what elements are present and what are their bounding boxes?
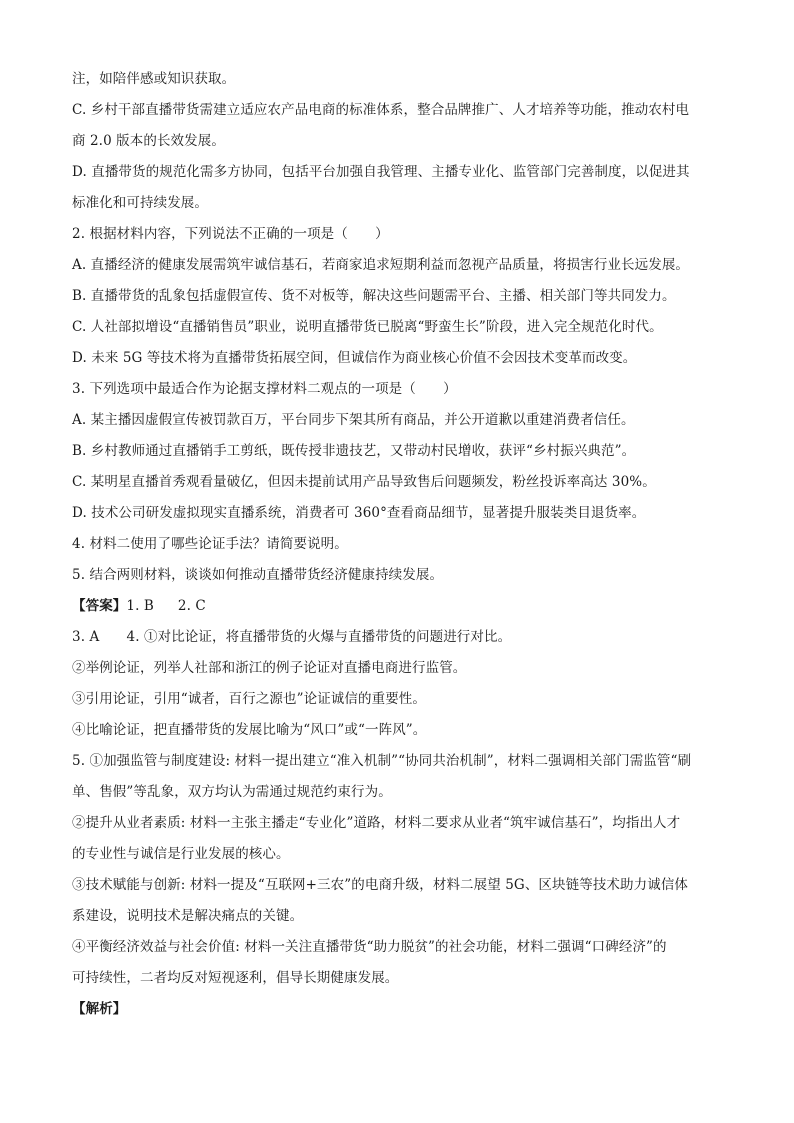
q3-option-a: A. 某主播因虚假宣传被罚款百万，平台同步下架其所有商品，并公开道歉以重建消费者信任。 [72,412,635,428]
q3-option-c: C. 某明星直播首秀观看量破亿，但因未提前试用产品导致售后问题频发，粉丝投诉率高达 30%。 [72,474,656,490]
answer-detail-line: 5. ①加强监管与制度建设: 材料一提出建立“准入机制”“协同共治机制”，材料二强调相关部门需监管“刷 [72,753,692,769]
analysis-tag: 【解析】 [72,1001,127,1017]
q3-option-d: D. 技术公司研发虚拟现实直播系统，消费者可 360°查看商品细节，显著提升服装类目退货率。 [72,505,646,521]
answer-detail-line: ③技术赋能与创新: 材料一提及“互联网+三农”的电商升级，材料二展望 5G、区块链等技术助力诚信体 [72,877,689,893]
q2-option-d: D. 未来 5G 等技术将为直播带货拓展空间，但诚信作为商业核心价值不会因技术变革而改变。 [72,350,637,366]
text-line: 商 2.0 版本的长效发展。 [72,133,225,149]
q3-option-b: B. 乡村教师通过直播销手工剪纸，既传授非遗技艺，又带动村民增收，获评“乡村振兴典范”。 [72,443,636,459]
option-d-line: D. 直播带货的规范化需多方协同，包括平台加强自我管理、主播专业化、监管部门完善制度，以促进其 [72,164,690,180]
q2-option-c: C. 人社部拟增设“直播销售员”职业，说明直播带货已脱离“野蛮生长”阶段，进入完全规范化时代。 [72,319,663,335]
question-3: 3. 下列选项中最适合作为论据支撑材料二观点的一项是（ ） [72,381,457,397]
question-2: 2. 根据材料内容，下列说法不正确的一项是（ ） [72,226,389,242]
answer-line [72,591,722,622]
q2-option-b: B. 直播带货的乱象包括虚假宣传、货不对板等，解决这些问题需平台、主播、相关部门等共同发力。 [72,288,676,304]
q2-option-a: A. 直播经济的健康发展需筑牢诚信基石，若商家追求短期利益而忽视产品质量，将损害行业长远发展。 [72,257,690,273]
answer-detail-line: ④比喻论证，把直播带货的发展比喻为“风口”或“一阵风”。 [72,722,427,738]
answer-detail-line: ③引用论证，引用“诚者，百行之源也”论证诚信的重要性。 [72,691,427,707]
answer-detail-line: ②提升从业者素质: 材料一主张主播走“专业化”道路，材料二要求从业者“筑牢诚信基石”，均指出人才 [72,815,681,831]
answer-detail-line: ④平衡经济效益与社会价值: 材料一关注直播带货“助力脱贫”的社会功能，材料二强调“口碑经济”的 [72,939,667,955]
text-line: 标准化和可持续发展。 [72,195,208,211]
answer-detail-line: 可持续性，二者均反对短视逐利，倡导长期健康发展。 [72,970,399,986]
answer-1: 1. B [126,598,154,614]
option-c-line: C. 乡村干部直播带货需建立适应农产品电商的标准体系，整合品牌推广、人才培养等功能，推动农村电 [72,102,690,118]
answer-2: 2. C [177,598,206,614]
answer-detail-line: ②举例论证，列举人社部和浙江的例子论证对直播电商进行监管。 [72,660,467,676]
question-4: 4. 材料二使用了哪些论证手法？请简要说明。 [72,536,348,552]
answer-tag: 【答案】 [72,598,127,614]
question-5: 5. 结合两则材料，谈谈如何推动直播带货经济健康持续发展。 [72,567,444,583]
answer-detail-line: 系建设，说明技术是解决痛点的关键。 [72,908,304,924]
answer-detail-line: 单、售假”等乱象，双方均认为需通过规范约束行为。 [72,784,392,800]
document-body [72,64,722,1025]
text-line: 注，如陪伴感或知识获取。 [72,71,236,87]
answer-detail-line: 3. A 4. ①对比论证，将直播带货的火爆与直播带货的问题进行对比。 [72,629,512,645]
answer-detail-line: 的专业性与诚信是行业发展的核心。 [72,846,290,862]
